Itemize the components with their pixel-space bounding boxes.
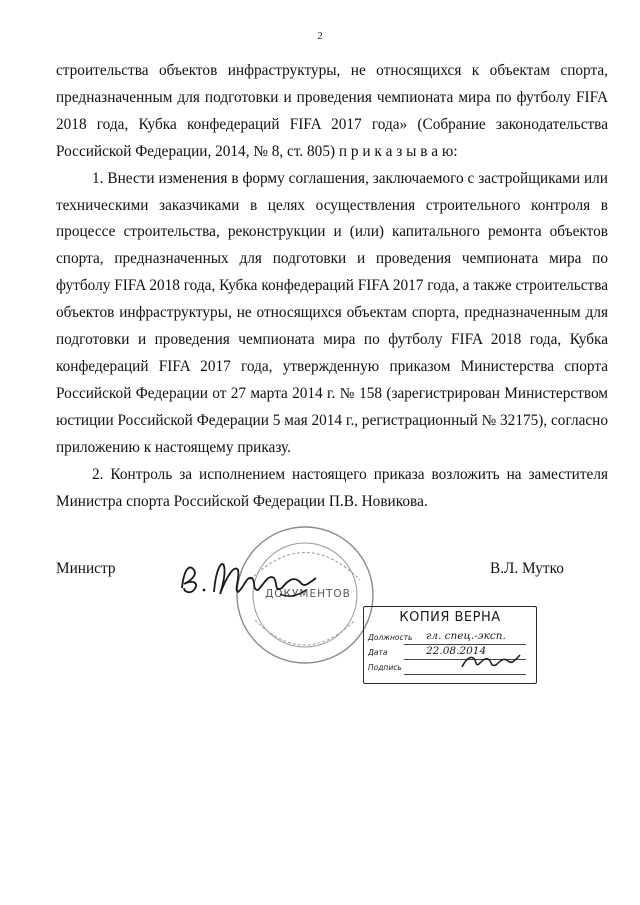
stamp-position-label: Должность xyxy=(368,633,413,642)
seal-text: ДОКУМЕНТОВ xyxy=(265,588,351,600)
stamp-date-value: 22.08.2014 xyxy=(426,645,487,657)
stamp-title: КОПИЯ ВЕРНА xyxy=(399,610,501,625)
paragraph-intro: строительства объектов инфраструктуры, не относящихся к объектам спорта, предназначенным для подготовки и проведения чемпионата мира по футболу FIFA 2018 года, Кубка конфедераций FIFA 2017 года» (Собрание законодательства Российской Федерации, 2014, № 8, ст. 805) п р и к а з ы в а ю: xyxy=(56,62,608,160)
document-body xyxy=(56,58,608,515)
stamp-signature-icon xyxy=(460,651,522,673)
stamp-signature-row xyxy=(368,663,532,677)
stamp-position-value: гл. спец.-эксп. xyxy=(426,630,506,642)
stamp-signature-label: Подпись xyxy=(368,663,402,672)
stamp-date-label: Дата xyxy=(368,648,388,657)
signatory-title: Министр xyxy=(56,560,116,577)
page-number: 2 xyxy=(317,30,323,42)
paragraph-item-2: 2. Контроль за исполнением настоящего приказа возложить на заместителя Министра спорта Российской Федерации П.В. Новикова. xyxy=(56,465,608,510)
signatory-name: В.Л. Мутко xyxy=(490,560,564,577)
certified-copy-stamp xyxy=(363,606,537,684)
minister-signature-icon xyxy=(176,548,346,608)
paragraph-item-1: 1. Внести изменения в форму соглашения, заключаемого с застройщиками или техническими заказчиками в целях осуществления строительного контроля в процессе строительства, реконструкции и (или) капитального ремонта объектов спорта, предназначенных для подготовки и проведения чемпионата мира по футболу FIFA 2018 года, Кубка конфедераций FIFA 2017 года, а также строительства объектов инфраструктуры, не относящихся объектам спорта, предназначенным для подготовки и проведения чемпионата мира по футболу FIFA 2018 года, Кубка конфедераций FIFA 2017 года, утвержденную приказом Министерства спорта Российской Федерации от 27 марта 2014 г. № 158 (зарегистрирован Министерством юстиции Российской Федерации 5 мая 2014 г., регистрационный № 32175), согласно приложению к настоящему приказу. xyxy=(56,169,608,456)
